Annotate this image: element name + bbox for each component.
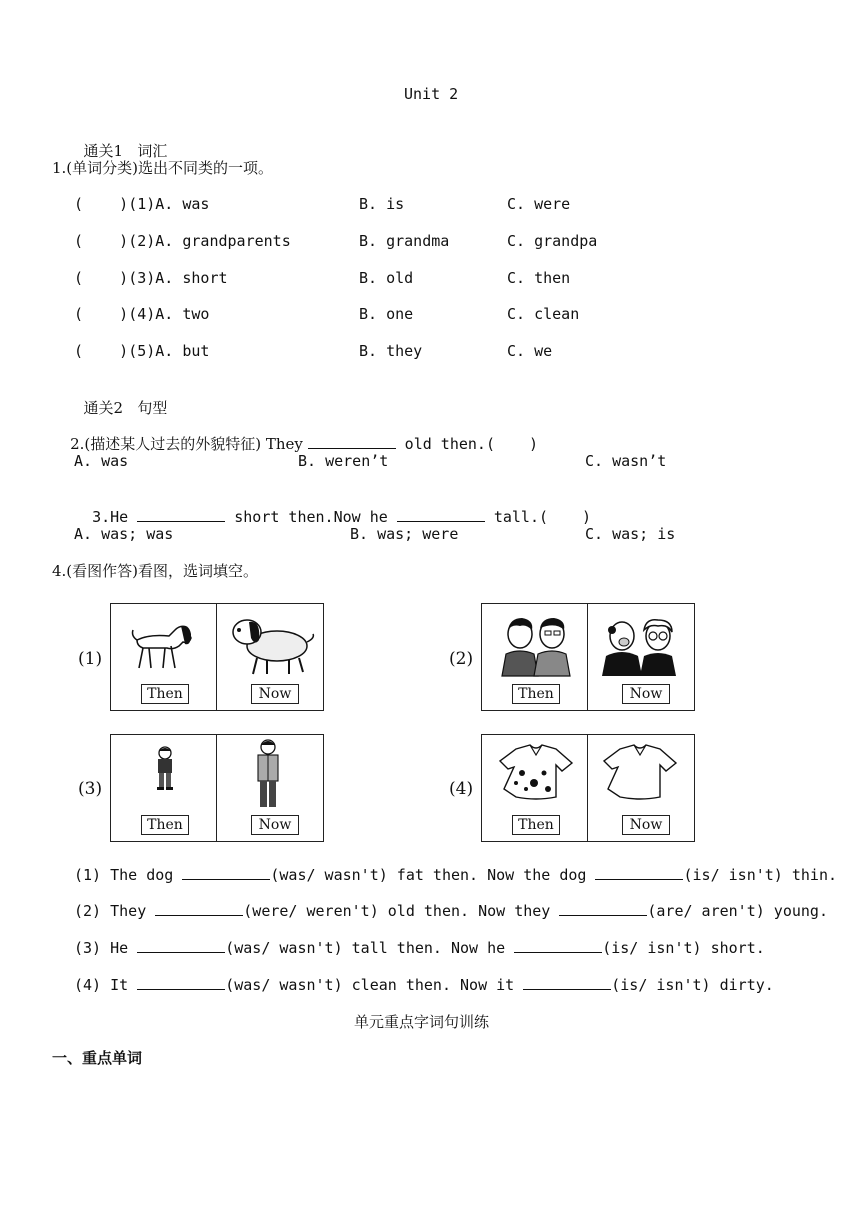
answer-blank[interactable] [182, 865, 270, 880]
option-b: B. weren’t [298, 452, 389, 470]
section-number: 通关2 [83, 399, 124, 417]
option-c: C. was; is [585, 525, 676, 543]
page-title: Unit 2 [404, 85, 459, 103]
young-people-illustration [496, 612, 576, 676]
fill-in-line [74, 865, 837, 885]
question-row [74, 194, 209, 214]
option-a: A. was [74, 452, 129, 470]
answer-blank[interactable] [523, 975, 611, 990]
item-number: (2) [128, 232, 156, 250]
line-end: (is/ isn't) short. [602, 939, 765, 957]
answer-blank[interactable] [595, 865, 683, 880]
line-middle: (was/ wasn't) tall then. Now he [225, 939, 515, 957]
now-label: Now [622, 684, 670, 704]
answer-paren[interactable]: ( ) [74, 269, 129, 287]
answer-blank[interactable] [514, 938, 602, 953]
line-end: (are/ aren't) young. [647, 902, 828, 920]
q3-close: ) [582, 508, 592, 526]
answer-blank[interactable] [308, 434, 396, 449]
line-middle: (were/ weren't) old then. Now they [243, 902, 560, 920]
line-start: (3) He [74, 939, 138, 957]
answer-blank[interactable] [397, 507, 485, 522]
answer-paren[interactable]: ( ) [74, 305, 129, 323]
question-row [74, 268, 228, 288]
tall-man-illustration [253, 739, 283, 811]
option-c: C. wasn’t [585, 452, 667, 470]
line-middle: (was/ wasn't) fat then. Now the dog [270, 866, 596, 884]
section-title: 单元重点字词句训练 [354, 1013, 490, 1031]
fill-in-line [74, 975, 774, 995]
option-c: C. grandpa [507, 232, 598, 250]
option-b: B. they [359, 342, 423, 360]
now-label: Now [622, 815, 670, 835]
section-name: 词汇 [137, 142, 168, 160]
option-b: B. grandma [359, 232, 450, 250]
then-label: Then [141, 684, 189, 704]
answer-paren[interactable]: ( ) [74, 232, 129, 250]
fat-dog-illustration [227, 612, 313, 678]
section-name: 句型 [137, 399, 168, 417]
question-2-stem [52, 414, 538, 454]
option-a: A. two [155, 305, 210, 323]
clean-shirt-illustration [600, 743, 680, 803]
then-label: Then [512, 684, 560, 704]
option-a: A. was; was [74, 525, 174, 543]
option-a: A. grandparents [155, 232, 291, 250]
heading-key-words: 一、重点单词 [52, 1049, 143, 1067]
option-b: B. one [359, 305, 414, 323]
question-row [74, 231, 291, 251]
then-label: Then [512, 815, 560, 835]
picture-panel-3 [110, 734, 324, 842]
item-number: (4) [128, 305, 156, 323]
section-label [74, 121, 167, 161]
answer-blank[interactable] [137, 507, 225, 522]
question-row [74, 341, 209, 361]
q2-prefix: 2.(描述某人过去的外貌特征) They [70, 435, 308, 453]
item-number: (3) [128, 269, 156, 287]
option-b: B. is [359, 195, 405, 213]
line-end: (is/ isn't) dirty. [611, 976, 774, 994]
panel-number: (2) [449, 649, 474, 669]
dirty-shirt-illustration [496, 743, 576, 803]
option-c: C. we [507, 342, 553, 360]
question-4-stem: 4.(看图作答)看图，选词填空。 [52, 562, 259, 580]
panel-number: (1) [78, 649, 103, 669]
panel-number: (4) [449, 779, 474, 799]
answer-blank[interactable] [137, 938, 225, 953]
old-people-illustration [598, 612, 682, 676]
section-number: 通关1 [83, 142, 124, 160]
now-label: Now [251, 815, 299, 835]
question-3-stem [74, 487, 591, 527]
q2-suffix: old then.( [395, 435, 495, 453]
fill-in-line [74, 938, 765, 958]
question-row [74, 304, 209, 324]
line-middle: (was/ wasn't) clean then. Now it [225, 976, 524, 994]
picture-panel-4 [481, 734, 695, 842]
q3-part1: 3.He [92, 508, 138, 526]
answer-blank[interactable] [137, 975, 225, 990]
answer-paren[interactable]: ( ) [74, 342, 129, 360]
picture-panel-1 [110, 603, 324, 711]
line-start: (4) It [74, 976, 138, 994]
short-boy-illustration [153, 745, 177, 791]
line-start: (1) The dog [74, 866, 183, 884]
q3-part2: short then.Now he [225, 508, 397, 526]
now-label: Now [251, 684, 299, 704]
picture-panel-2 [481, 603, 695, 711]
section-label [74, 378, 167, 418]
option-c: C. clean [507, 305, 580, 323]
answer-blank[interactable] [155, 901, 243, 916]
answer-paren[interactable]: ( ) [74, 195, 129, 213]
line-end: (is/ isn't) thin. [683, 866, 838, 884]
then-label: Then [141, 815, 189, 835]
q3-part3: tall.( [484, 508, 549, 526]
option-b: B. was; were [350, 525, 459, 543]
fill-in-line [74, 901, 828, 921]
line-start: (2) They [74, 902, 156, 920]
option-a: A. but [155, 342, 210, 360]
panel-number: (3) [78, 779, 103, 799]
option-b: B. old [359, 269, 414, 287]
option-a: A. short [155, 269, 228, 287]
item-number: (5) [128, 342, 156, 360]
item-number: (1) [128, 195, 156, 213]
option-c: C. then [507, 269, 571, 287]
q2-close: ) [528, 435, 539, 453]
question-1-stem: 1.(单词分类)选出不同类的一项。 [52, 159, 274, 177]
answer-blank[interactable] [559, 901, 647, 916]
thin-dog-illustration [129, 616, 199, 676]
option-a: A. was [155, 195, 210, 213]
option-c: C. were [507, 195, 571, 213]
